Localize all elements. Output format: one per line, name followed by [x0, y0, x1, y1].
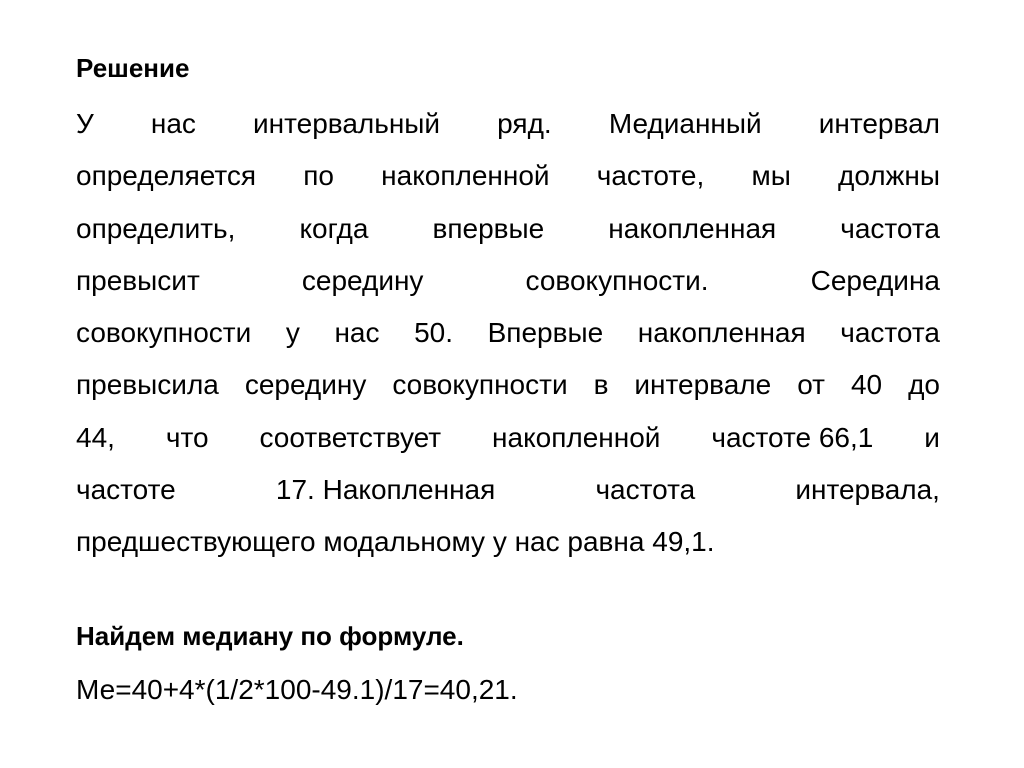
paragraph-word: У: [76, 108, 94, 139]
paragraph-word: Медианный: [608, 108, 762, 139]
paragraph-word: 17. Накопленная: [275, 474, 496, 506]
paragraph-word: 44,: [76, 421, 115, 453]
paragraph-word: в: [593, 369, 609, 401]
median-formula: Ме=40+4*(1/2*100-49.1)/17=40,21.: [76, 674, 518, 705]
paragraph-word: когда: [299, 212, 369, 244]
paragraph-word: совокупности: [76, 317, 252, 349]
paragraph-word: должны: [838, 160, 940, 192]
paragraph-word: частота: [840, 212, 940, 244]
paragraph-word: соответствует: [259, 421, 442, 453]
paragraph-word: определить,: [76, 212, 236, 244]
paragraph-word: интервал: [818, 108, 940, 139]
paragraph-word: частоте: [76, 474, 176, 506]
paragraph-word: до: [908, 369, 940, 401]
paragraph-word: превысит: [76, 264, 200, 296]
paragraph-word: середину: [301, 264, 424, 296]
paragraph-word: от: [797, 369, 825, 401]
paragraph-word: совокупности.: [525, 264, 709, 296]
paragraph-word: накопленная: [608, 212, 777, 244]
paragraph-word: нас: [150, 108, 196, 139]
paragraph-word: Середина: [810, 264, 940, 296]
paragraph-line: [76, 464, 940, 516]
paragraph-word: и: [924, 421, 940, 453]
paragraph-word: накопленная: [637, 317, 806, 349]
paragraph-word: нас: [334, 317, 380, 349]
paragraph-word: частота: [595, 474, 696, 506]
paragraph-line: [76, 203, 940, 255]
paragraph-word: 40: [850, 369, 883, 401]
paragraph-word: середину: [244, 369, 367, 401]
paragraph-word: частоте 66,1: [711, 421, 874, 453]
solution-paragraph: [76, 98, 940, 569]
paragraph-word: частота: [840, 317, 940, 349]
paragraph-line: [76, 307, 940, 359]
paragraph-word: что: [165, 421, 209, 453]
paragraph-word: накопленной: [492, 421, 661, 453]
paragraph-word: совокупности: [392, 369, 568, 401]
paragraph-word: у: [285, 317, 300, 349]
paragraph-line: [76, 255, 940, 307]
paragraph-word: 50.: [414, 317, 454, 349]
paragraph-word: мы: [751, 160, 791, 192]
paragraph-word: предшествующего модальному у нас равна 49,1.: [76, 526, 715, 558]
paragraph-line: [76, 98, 940, 150]
paragraph-word: впервые: [432, 212, 545, 244]
paragraph-word: интервальный: [253, 108, 441, 139]
paragraph-word: превысила: [76, 369, 219, 401]
paragraph-line: [76, 150, 940, 202]
paragraph-word: интервала,: [795, 474, 940, 506]
paragraph-word: интервале: [634, 369, 772, 401]
paragraph-line: [76, 516, 940, 568]
paragraph-word: определяется: [76, 160, 257, 192]
paragraph-word: ряд.: [497, 108, 552, 139]
paragraph-word: частоте,: [596, 160, 705, 192]
paragraph-line: [76, 412, 940, 464]
paragraph-line: [76, 359, 940, 411]
formula-heading: Найдем медиану по формуле.: [76, 621, 464, 651]
paragraph-word: накопленной: [381, 160, 550, 192]
solution-heading: Решение: [76, 53, 190, 83]
paragraph-word: Впервые: [487, 317, 604, 349]
paragraph-word: по: [303, 160, 334, 192]
